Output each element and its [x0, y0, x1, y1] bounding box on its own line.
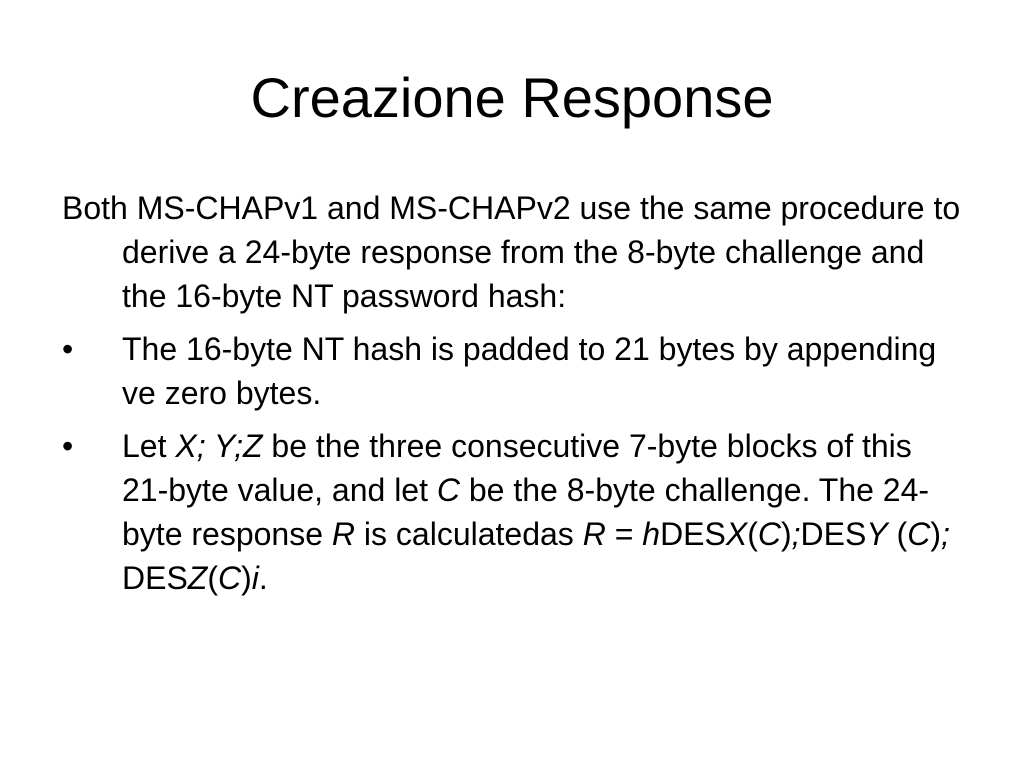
intro-paragraph: Both MS-CHAPv1 and MS-CHAPv2 use the same procedure to derive a 24-byte response from the 8-byte challenge and the 16-byte NT password hash: — [62, 190, 961, 314]
bullet-marker: • — [62, 331, 74, 367]
text-segment: ( — [887, 516, 908, 552]
math-variable: X — [725, 516, 748, 552]
slide-title: Creazione Response — [250, 66, 774, 129]
bullet-marker: • — [62, 428, 74, 464]
text-segment: is calculatedas — [355, 516, 583, 552]
text-segment: be the three consecutive 7-byte blocks of this 21-byte value, and let — [122, 428, 912, 508]
math-variable: C — [436, 472, 460, 508]
bullet-text: The 16-byte NT hash is padded to 21 bytes by appending ve zero bytes. — [122, 331, 937, 411]
bullet-item-1 — [62, 327, 962, 415]
slide-body — [62, 186, 962, 609]
math-variables-xyz: X; Y;Z — [175, 428, 263, 464]
text-segment: DES — [660, 516, 726, 552]
math-variable: Y — [866, 516, 888, 552]
text-segment: DES — [122, 560, 188, 596]
text-segment: DES — [800, 516, 867, 552]
math-variable: i — [251, 560, 259, 596]
text-segment: . — [258, 560, 268, 596]
math-separator: ; — [940, 516, 950, 552]
text-segment: Let — [122, 428, 176, 464]
math-variable: C — [218, 560, 242, 596]
math-variable: C — [757, 516, 781, 552]
math-variable: C — [907, 516, 931, 552]
text-segment: ( — [207, 560, 218, 596]
text-segment: ) — [241, 560, 252, 596]
text-segment: = — [605, 516, 643, 552]
text-segment: ) — [780, 516, 792, 552]
bullet-item-2 — [62, 424, 962, 600]
math-variable: Z — [187, 560, 208, 596]
math-separator: ; — [791, 516, 801, 552]
math-variable: h — [642, 516, 661, 552]
text-segment: be the 8-byte challenge. The 24-byte response — [122, 472, 930, 552]
math-variable: R — [582, 516, 606, 552]
text-segment: ( — [747, 516, 758, 552]
text-segment: ) — [930, 516, 941, 552]
math-variable: R — [331, 516, 356, 552]
bullet-text — [122, 428, 950, 596]
